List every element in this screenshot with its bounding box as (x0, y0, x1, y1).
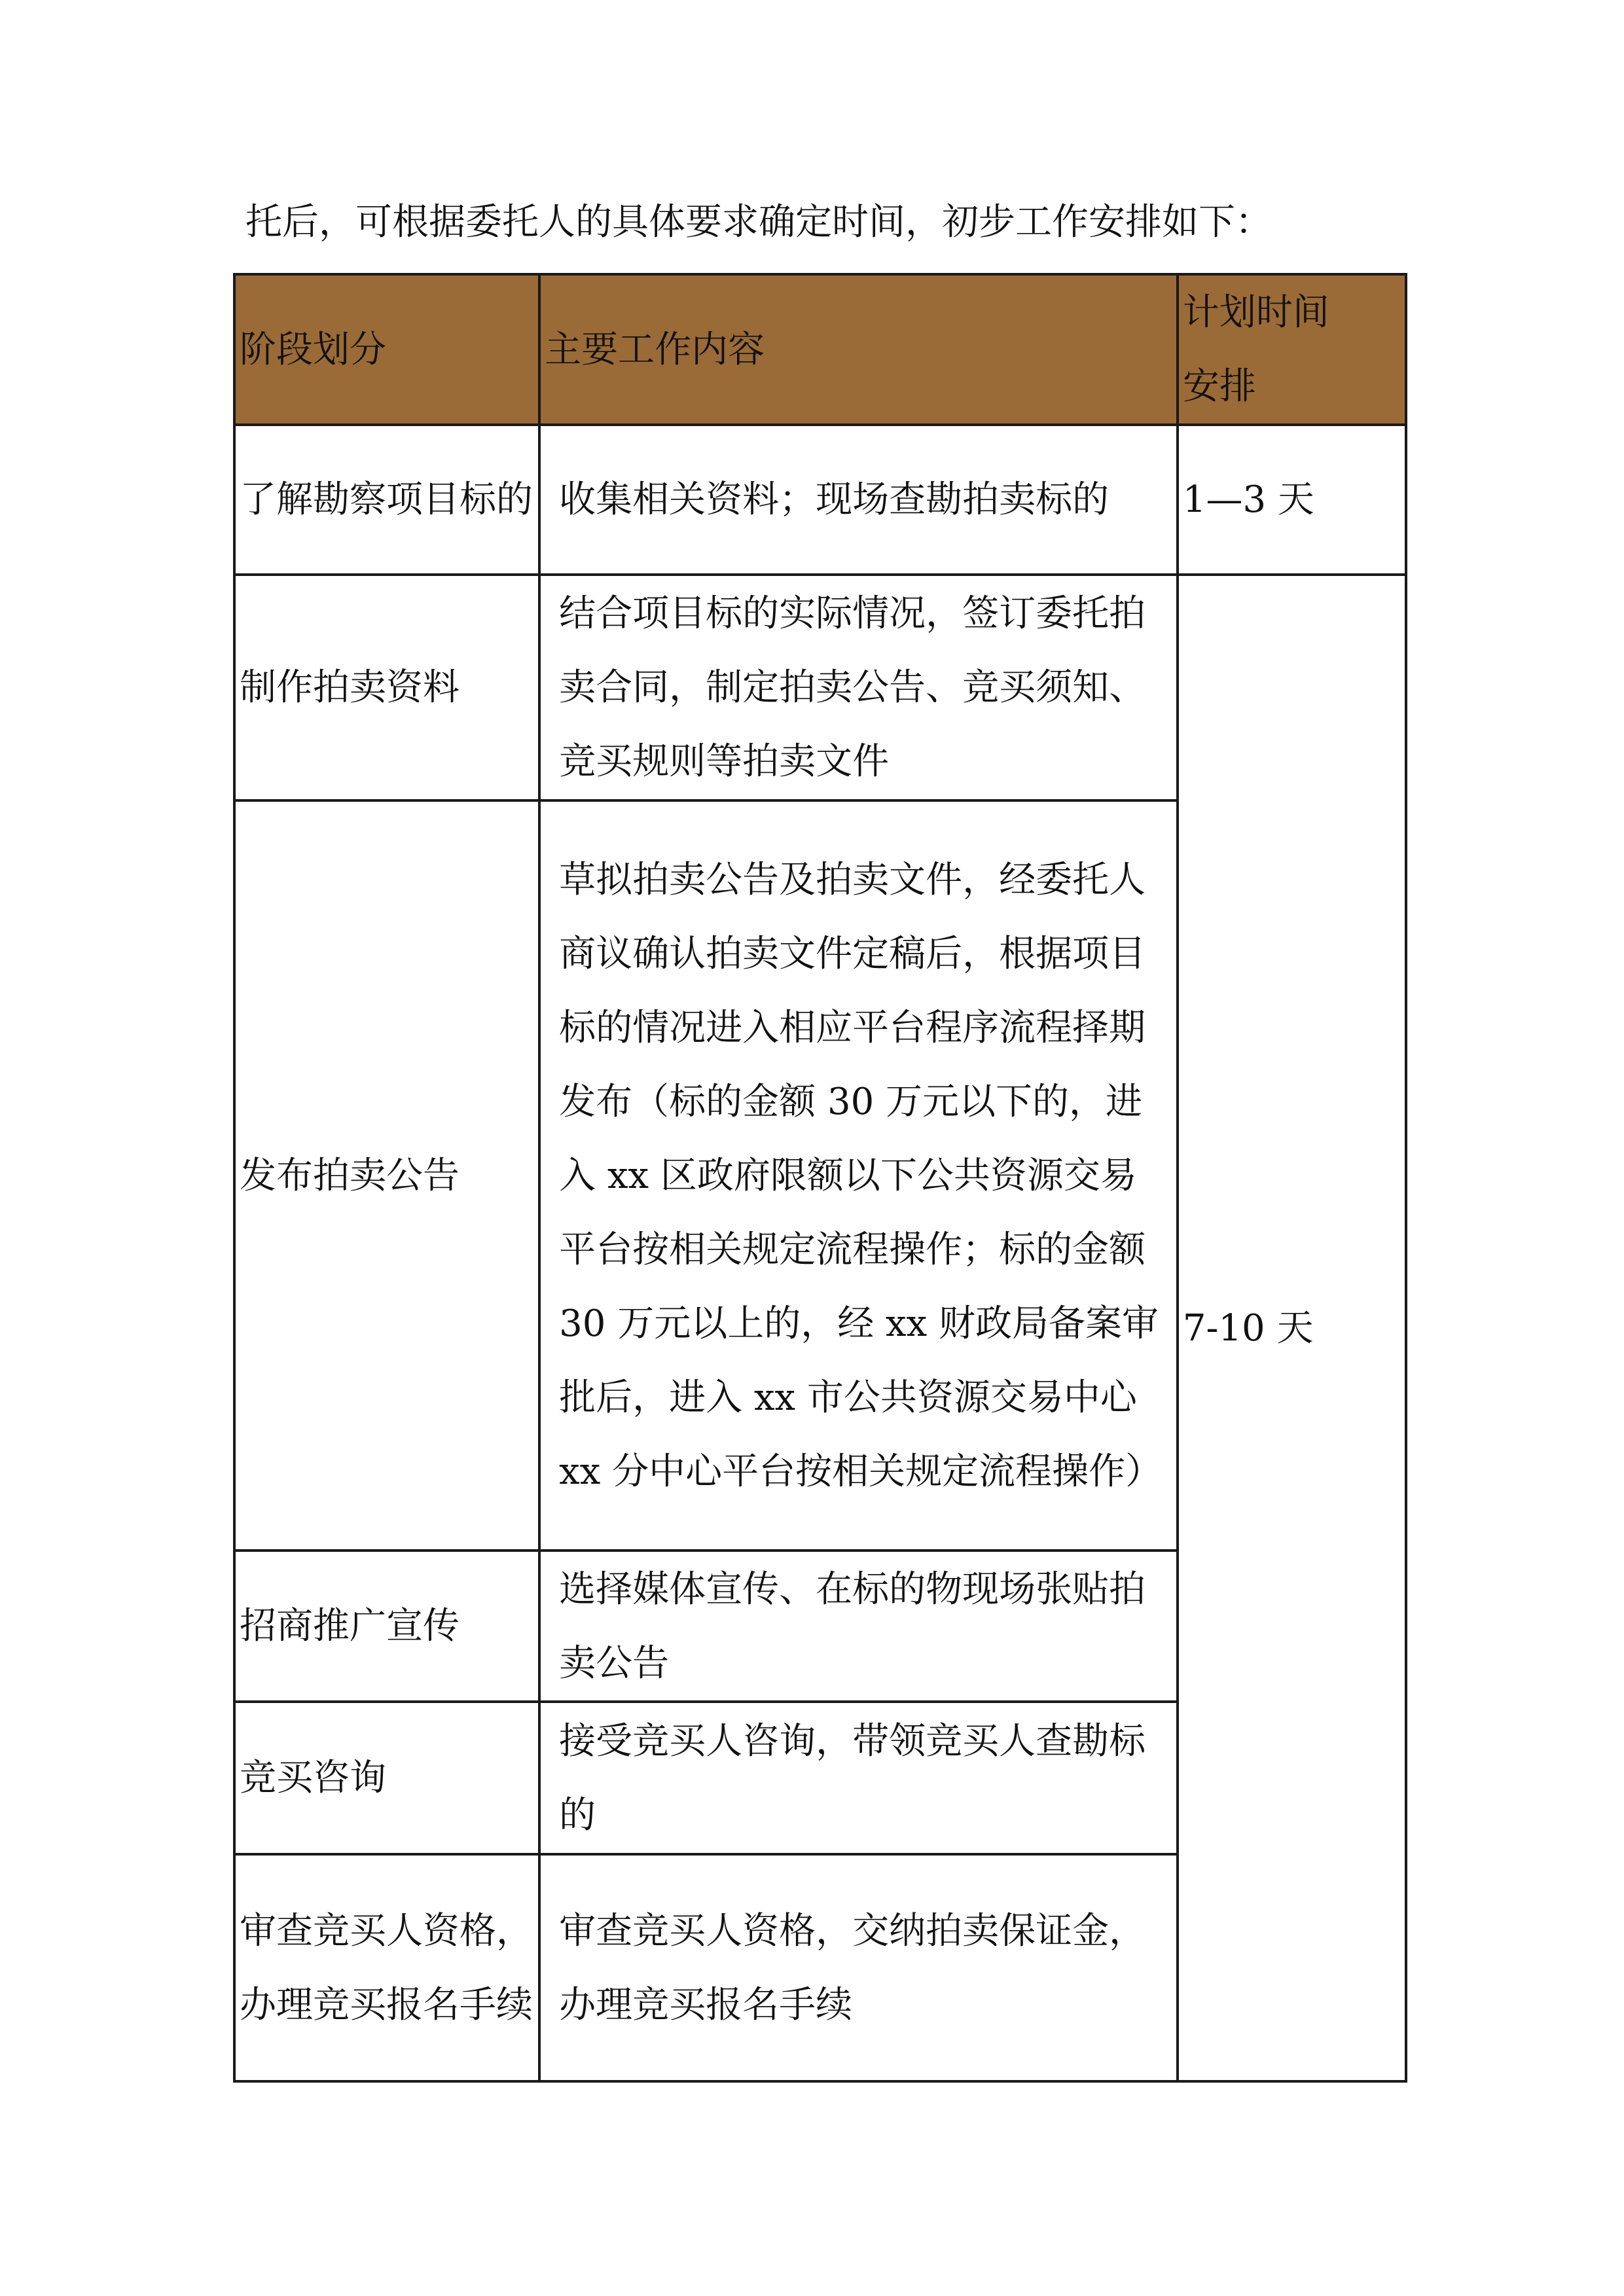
row-content: 草拟拍卖公告及拍卖文件，经委托人商议确认拍卖文件定稿后，根据项目标的情况进入相应平台程序流程择期发布（标的金额 30 万元以下的，进入 xx 区政府限额以下公共资源交易平台按相关规定流程操作；标的金额 30 万元以上的，经 xx 财政局备案审批后，进入 xx 市公共资源交易中心 xx 分中心平台按相关规定流程操作） (539, 800, 1178, 1551)
header-time-line1: 计划时间 (1182, 291, 1329, 334)
row-stage: 竞买咨询 (234, 1702, 539, 1854)
header-content: 主要工作内容 (539, 274, 1178, 425)
header-time-line2: 安排 (1182, 365, 1256, 408)
row-content: 审查竞买人资格，交纳拍卖保证金，办理竞买报名手续 (539, 1854, 1178, 2081)
work-schedule-table (233, 273, 1407, 2083)
row-stage: 招商推广宣传 (234, 1551, 539, 1702)
table-row (234, 425, 1406, 575)
row-stage: 审查竞买人资格，办理竞买报名手续 (234, 1854, 539, 2081)
row-stage: 发布拍卖公告 (234, 800, 539, 1551)
row-stage: 了解勘察项目标的 (234, 425, 539, 575)
row-content: 收集相关资料；现场查勘拍卖标的 (539, 425, 1178, 575)
header-stage: 阶段划分 (234, 274, 539, 425)
row-time: 7-10 天 (1178, 575, 1406, 2081)
row-time: 1—3 天 (1178, 425, 1406, 575)
header-time (1178, 274, 1406, 425)
row-stage: 制作拍卖资料 (234, 575, 539, 800)
row-content: 接受竞买人咨询，带领竞买人查勘标的 (539, 1702, 1178, 1854)
table-header-row (234, 274, 1406, 425)
intro-paragraph: 托后，可根据委托人的具体要求确定时间，初步工作安排如下： (245, 201, 1272, 243)
table-row (234, 575, 1406, 800)
row-content: 结合项目标的实际情况，签订委托拍卖合同，制定拍卖公告、竞买须知、竞买规则等拍卖文件 (539, 575, 1178, 800)
row-content: 选择媒体宣传、在标的物现场张贴拍卖公告 (539, 1551, 1178, 1702)
